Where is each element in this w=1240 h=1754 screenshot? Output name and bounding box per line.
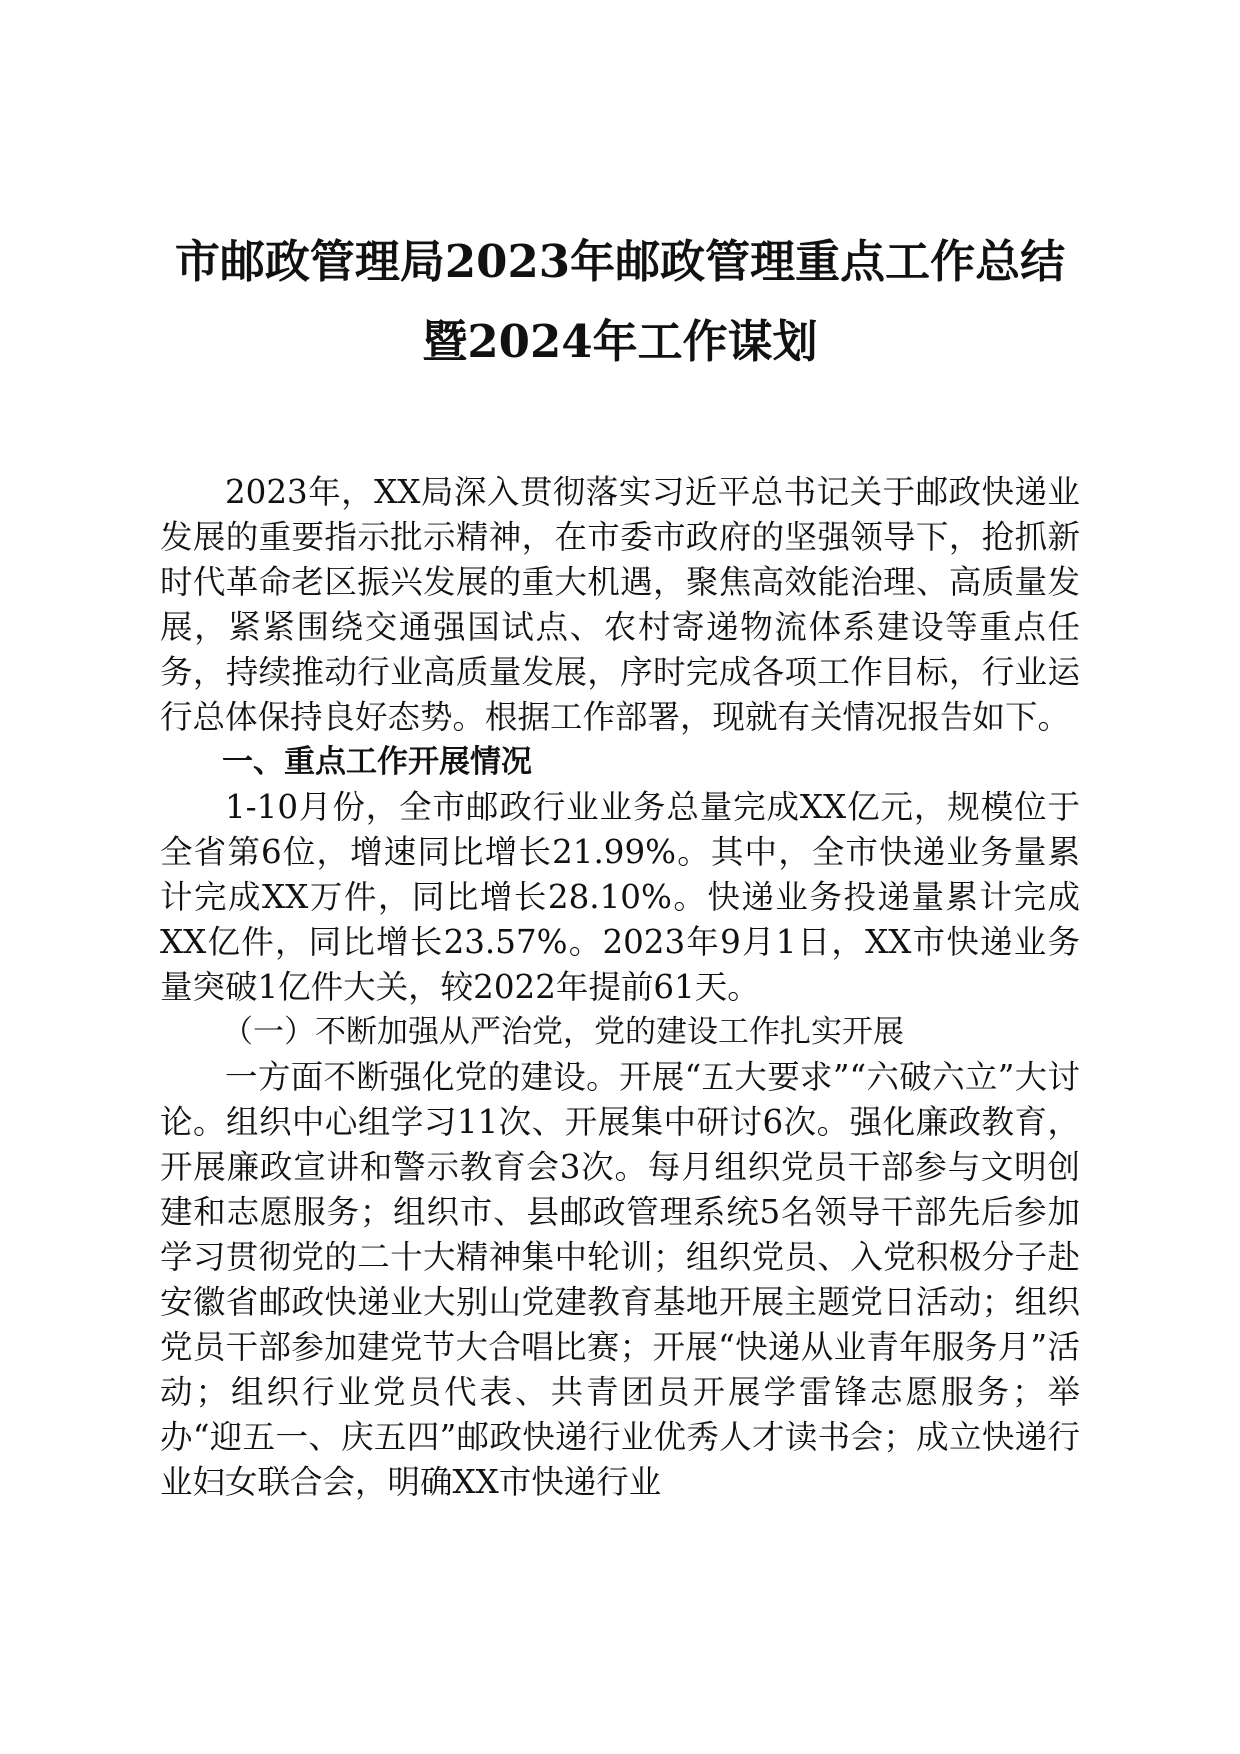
subsection-1-paragraph: 一方面不断强化党的建设。开展“五大要求”“六破六立”大讨论。组织中心组学习11次、开展集中研讨6次。强化廉政教育，开展廉政宣讲和警示教育会3次。每月组织党员干部参与文明创建和志愿服务；组织市、县邮政管理系统5名领导干部先后参加学习贯彻党的二十大精神集中轮训；组织党员、入党积极分子赴安徽省邮政快递业大别山党建教育基地开展主题党日活动；组织党员干部参加建党节大合唱比赛；开展“快递从业青年服务月”活动；组织行业党员代表、共青团员开展学雷锋志愿服务；举办“迎五一、庆五四”邮政快递行业优秀人才读书会；成立快递行业妇女联合会，明确XX市快递行业 (160, 1058, 1080, 1501)
document-title (120, 222, 1120, 382)
document-body (160, 470, 1080, 1505)
section-heading-1: 一、重点工作开展情况 (222, 744, 532, 780)
title-line-2: 暨2024年工作谋划 (422, 315, 818, 368)
subsection-heading-1: （一）不断加强从严治党，党的建设工作扎实开展 (222, 1014, 904, 1050)
title-line-1: 市邮政管理局2023年邮政管理重点工作总结 (174, 235, 1066, 288)
section-1-paragraph: 1-10月份，全市邮政行业业务总量完成XX亿元，规模位于全省第6位，增速同比增长21.99%。其中，全市快递业务量累计完成XX万件，同比增长28.10%。快递业务投递量累计完成XX亿件，同比增长23.57%。2023年9月1日，XX市快递业务量突破1亿件大关，较2022年提前61天。 (160, 788, 1080, 1006)
intro-paragraph: 2023年，XX局深入贯彻落实习近平总书记关于邮政快递业发展的重要指示批示精神，在市委市政府的坚强领导下，抢抓新时代革命老区振兴发展的重大机遇，聚焦高效能治理、高质量发展，紧紧围绕交通强国试点、农村寄递物流体系建设等重点任务，持续推动行业高质量发展，序时完成各项工作目标，行业运行总体保持良好态势。根据工作部署，现就有关情况报告如下。 (160, 473, 1080, 736)
